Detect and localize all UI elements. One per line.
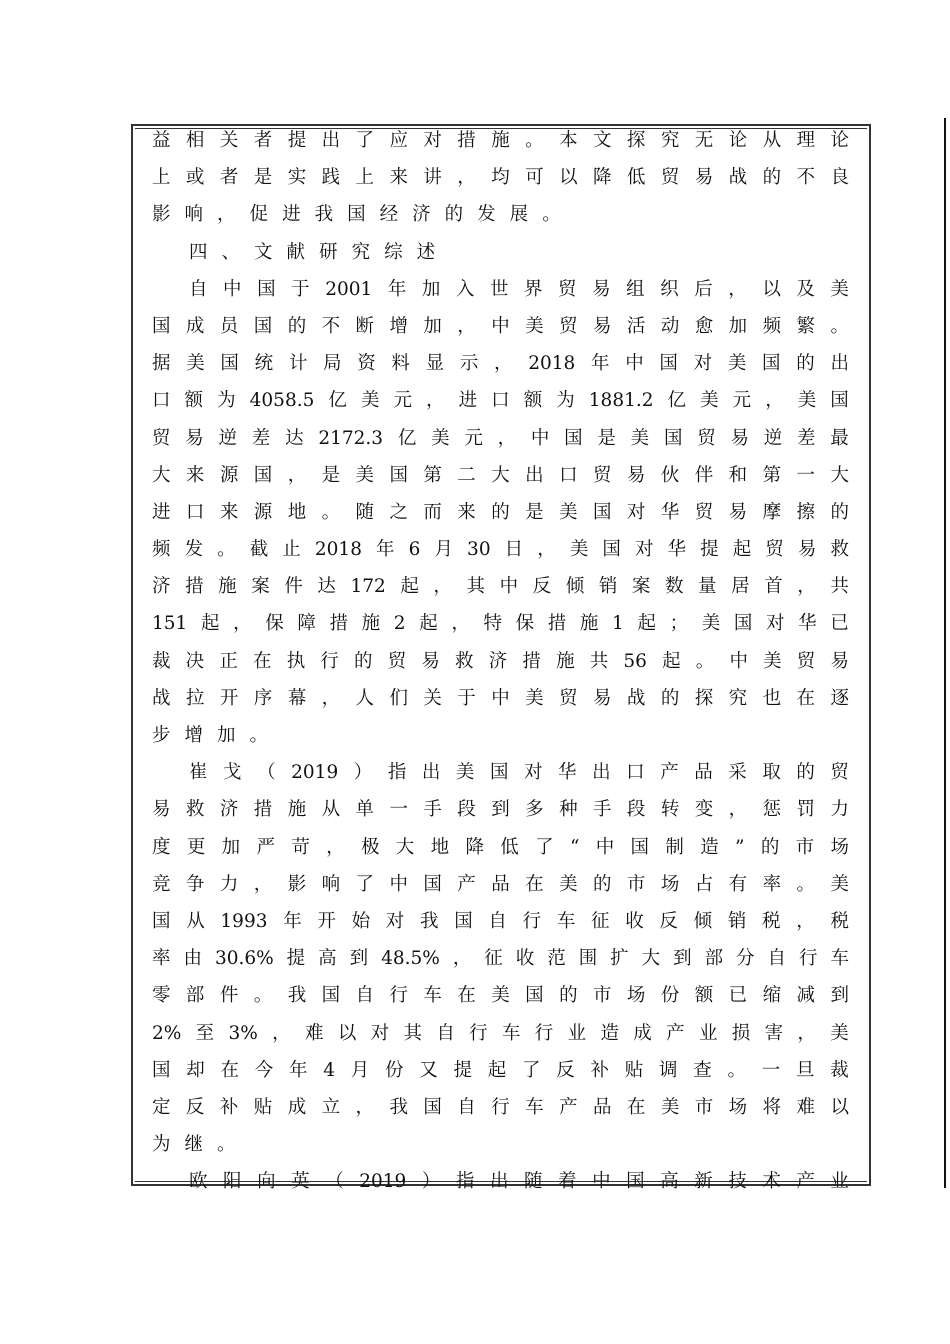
text-line: 2% 至 3% ， 难 以 对 其 自 行 车 行 业 造 成 产 业 损 害 ， 美 xyxy=(152,1022,849,1044)
text-line: 步 增 加 。 xyxy=(152,725,269,746)
text-line: 易 救 济 措 施 从 单 一 手 段 到 多 种 手 段 转 变 ， 惩 罚 力 xyxy=(152,799,849,821)
page-edge-line xyxy=(944,118,946,1188)
text-line: 裁 决 正 在 执 行 的 贸 易 救 济 措 施 共 56 起 。 中 美 贸 易 xyxy=(152,650,849,672)
text-line: 定 反 补 贴 成 立 ， 我 国 自 行 车 产 品 在 美 市 场 将 难 以 xyxy=(152,1096,849,1118)
text-line: 国 从 1993 年 开 始 对 我 国 自 行 车 征 收 反 倾 销 税 ， 税 xyxy=(152,910,849,932)
text-line: 率 由 30.6% 提 高 到 48.5% ， 征 收 范 围 扩 大 到 部 分 自 行 车 xyxy=(152,948,849,970)
text-line: 大 来 源 国 ， 是 美 国 第 二 大 出 口 贸 易 伙 伴 和 第 一 大 xyxy=(152,464,849,486)
text-line: 度 更 加 严 苛 ， 极 大 地 降 低 了 “ 中 国 制 造 ” 的 市 场 xyxy=(152,836,849,858)
text-line: 频 发 。 截 止 2018 年 6 月 30 日 ， 美 国 对 华 提 起 贸 易 救 xyxy=(152,539,849,561)
text-line: 国 却 在 今 年 4 月 份 又 提 起 了 反 补 贴 调 查 。 一 旦 裁 xyxy=(152,1059,849,1081)
text-line: 据 美 国 统 计 局 资 料 显 示 ， 2018 年 中 国 对 美 国 的 出 xyxy=(152,353,849,375)
text-line: 为 继 。 xyxy=(152,1134,236,1156)
document-body xyxy=(152,122,849,1200)
text-line: 151 起 ， 保 障 措 施 2 起 ， 特 保 措 施 1 起 ； 美 国 对 华 已 xyxy=(152,613,849,635)
text-line: 济 措 施 案 件 达 172 起 ， 其 中 反 倾 销 案 数 量 居 首 ， 共 xyxy=(152,576,849,598)
text-line: 战 拉 开 序 幕 ， 人 们 关 于 中 美 贸 易 战 的 探 究 也 在 逐 xyxy=(152,687,849,709)
text-line: 国 成 员 国 的 不 断 增 加 ， 中 美 贸 易 活 动 愈 加 频 繁 。 xyxy=(152,315,849,337)
text-line: 贸 易 逆 差 达 2172.3 亿 美 元 ， 中 国 是 美 国 贸 易 逆 差 最 xyxy=(152,427,849,449)
text-line: 欧 阳 向 英 （ 2019 ） 指 出 随 着 中 国 高 新 技 术 产 业 xyxy=(189,1171,849,1193)
text-line: 益 相 关 者 提 出 了 应 对 措 施 。 本 文 探 究 无 论 从 理 论 xyxy=(152,130,849,151)
text-line: 影 响 ， 促 进 我 国 经 济 的 发 展 。 xyxy=(152,204,561,226)
text-line: 竞 争 力 ， 影 响 了 中 国 产 品 在 美 的 市 场 占 有 率 。 美 xyxy=(152,873,849,895)
text-line: 进 口 来 源 地 。 随 之 而 来 的 是 美 国 对 华 贸 易 摩 擦 的 xyxy=(152,501,849,523)
text-line: 上 或 者 是 实 践 上 来 讲 ， 均 可 以 降 低 贸 易 战 的 不 良 xyxy=(152,167,849,189)
text-line: 口 额 为 4058.5 亿 美 元 ， 进 口 额 为 1881.2 亿 美 元 ， 美 国 xyxy=(152,390,849,412)
text-line: 自 中 国 于 2001 年 加 入 世 界 贸 易 组 织 后 ， 以 及 美 xyxy=(189,278,849,300)
text-line: 崔 戈 （ 2019 ） 指 出 美 国 对 华 出 口 产 品 采 取 的 贸 xyxy=(189,762,849,784)
text-line: 零 部 件 。 我 国 自 行 车 在 美 国 的 市 场 份 额 已 缩 减 到 xyxy=(152,985,849,1007)
text-line: 四 、 文 献 研 究 综 述 xyxy=(189,241,436,263)
